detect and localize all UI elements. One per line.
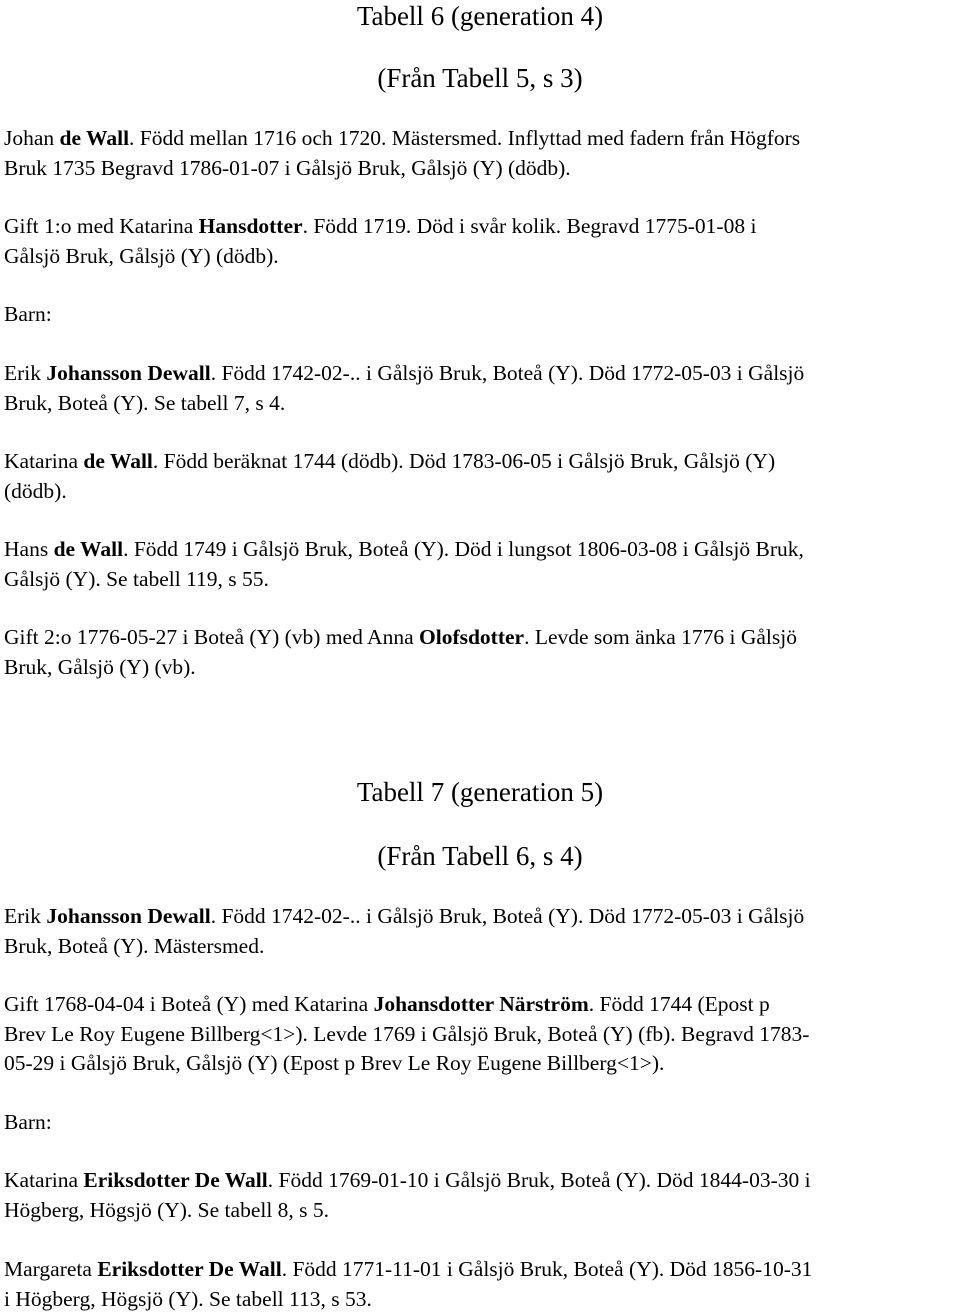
- marriage2-surname: Olofsdotter: [419, 625, 525, 649]
- child-details-1: . Född 1742-02-.. i Gålsjö Bruk, Boteå (Y). Död 1772-05-03 i Gålsjö: [210, 361, 805, 385]
- child-surname: Eriksdotter De Wall: [97, 1257, 282, 1281]
- main-person-details-2: Bruk 1735 Begravd 1786-01-07 i Gålsjö Bruk, Gålsjö (Y) (dödb).: [4, 155, 571, 180]
- main-person-surname: Johansson Dewall: [46, 904, 211, 928]
- section2-title: Tabell 7 (generation 5): [356, 777, 604, 807]
- section2-child: [4, 1255, 956, 1314]
- child-surname: Johansson Dewall: [46, 361, 211, 385]
- child-details-2: i Högberg, Högsjö (Y). Se tabell 113, s 53.: [4, 1286, 372, 1311]
- section1-subtitle: (Från Tabell 5, s 3): [377, 63, 583, 93]
- marriage1-prefix: Gift 1:o med Katarina: [4, 214, 199, 238]
- marriage2-prefix: Gift 2:o 1776-05-27 i Boteå (Y) (vb) med Anna: [4, 625, 419, 649]
- marriage2-details-2: Bruk, Gålsjö (Y) (vb).: [4, 654, 196, 679]
- section2-subtitle: (Från Tabell 6, s 4): [377, 841, 583, 871]
- child-surname: Eriksdotter De Wall: [83, 1168, 268, 1192]
- section1-title: Tabell 6 (generation 4): [356, 1, 604, 31]
- main-person-given: Erik: [4, 904, 47, 928]
- main-person-given: Johan: [4, 126, 55, 150]
- section1-child: [4, 447, 956, 506]
- child-surname: de Wall: [53, 537, 124, 561]
- section1-child: [4, 535, 956, 594]
- main-person-details-1: . Född 1742-02-.. i Gålsjö Bruk, Boteå (Y). Död 1772-05-03 i Gålsjö: [210, 904, 805, 928]
- child-details-1: . Född 1771-11-01 i Gålsjö Bruk, Boteå (Y). Död 1856-10-31: [281, 1257, 813, 1281]
- section2-child: [4, 1166, 956, 1225]
- marriage2-details-1: . Levde som änka 1776 i Gålsjö: [524, 625, 797, 649]
- section1-child: [4, 359, 956, 418]
- section2-main-person: [4, 902, 956, 961]
- child-given: Erik: [4, 361, 47, 385]
- marriage-details-3: 05-29 i Gålsjö Bruk, Gålsjö (Y) (Epost p Brev Le Roy Eugene Billberg<1>).: [4, 1051, 665, 1075]
- marriage-surname: Johansdotter Närström: [373, 992, 589, 1016]
- child-details-2: Högberg, Högsjö (Y). Se tabell 8, s 5.: [4, 1197, 330, 1222]
- section1-marriage2: [4, 623, 956, 682]
- marriage-details-2: Brev Le Roy Eugene Billberg<1>). Levde 1769 i Gålsjö Bruk, Boteå (Y) (fb). Begravd 1783-: [4, 1021, 810, 1046]
- section1-marriage1: [4, 212, 956, 271]
- child-given: Katarina: [4, 449, 84, 473]
- marriage1-details-2: Gålsjö Bruk, Gålsjö (Y) (dödb).: [4, 243, 279, 268]
- section2-marriage: [4, 990, 956, 1079]
- child-details-2: (dödb).: [4, 478, 67, 503]
- main-person-details-1: . Född mellan 1716 och 1720. Mästersmed. Inflyttad med fadern från Högfors: [129, 126, 801, 150]
- child-details-1: . Född beräknat 1744 (dödb). Död 1783-06-05 i Gålsjö Bruk, Gålsjö (Y): [152, 449, 776, 473]
- child-given: Katarina: [4, 1168, 84, 1192]
- child-details-2: Gålsjö (Y). Se tabell 119, s 55.: [4, 566, 269, 591]
- main-person-surname: de Wall: [59, 126, 130, 150]
- marriage-details-1: . Född 1744 (Epost p: [588, 992, 770, 1016]
- section1-main-person: [4, 124, 956, 183]
- child-details-1: . Född 1749 i Gålsjö Bruk, Boteå (Y). Död i lungsot 1806-03-08 i Gålsjö Bruk,: [123, 537, 804, 561]
- child-surname: de Wall: [83, 449, 153, 473]
- child-given: Hans: [4, 537, 54, 561]
- marriage-prefix: Gift 1768-04-04 i Boteå (Y) med Katarina: [4, 992, 374, 1016]
- child-details-1: . Född 1769-01-10 i Gålsjö Bruk, Boteå (Y). Död 1844-03-30 i: [267, 1168, 811, 1192]
- main-person-details-2: Bruk, Boteå (Y). Mästersmed.: [4, 933, 265, 958]
- child-given: Margareta: [4, 1257, 98, 1281]
- section1-children-label: Barn:: [4, 302, 52, 326]
- section2-children-label: Barn:: [4, 1110, 52, 1134]
- marriage1-details-1: . Född 1719. Död i svår kolik. Begravd 1775-01-08 i: [302, 214, 757, 238]
- marriage1-surname: Hansdotter: [198, 214, 303, 238]
- child-details-2: Bruk, Boteå (Y). Se tabell 7, s 4.: [4, 390, 286, 415]
